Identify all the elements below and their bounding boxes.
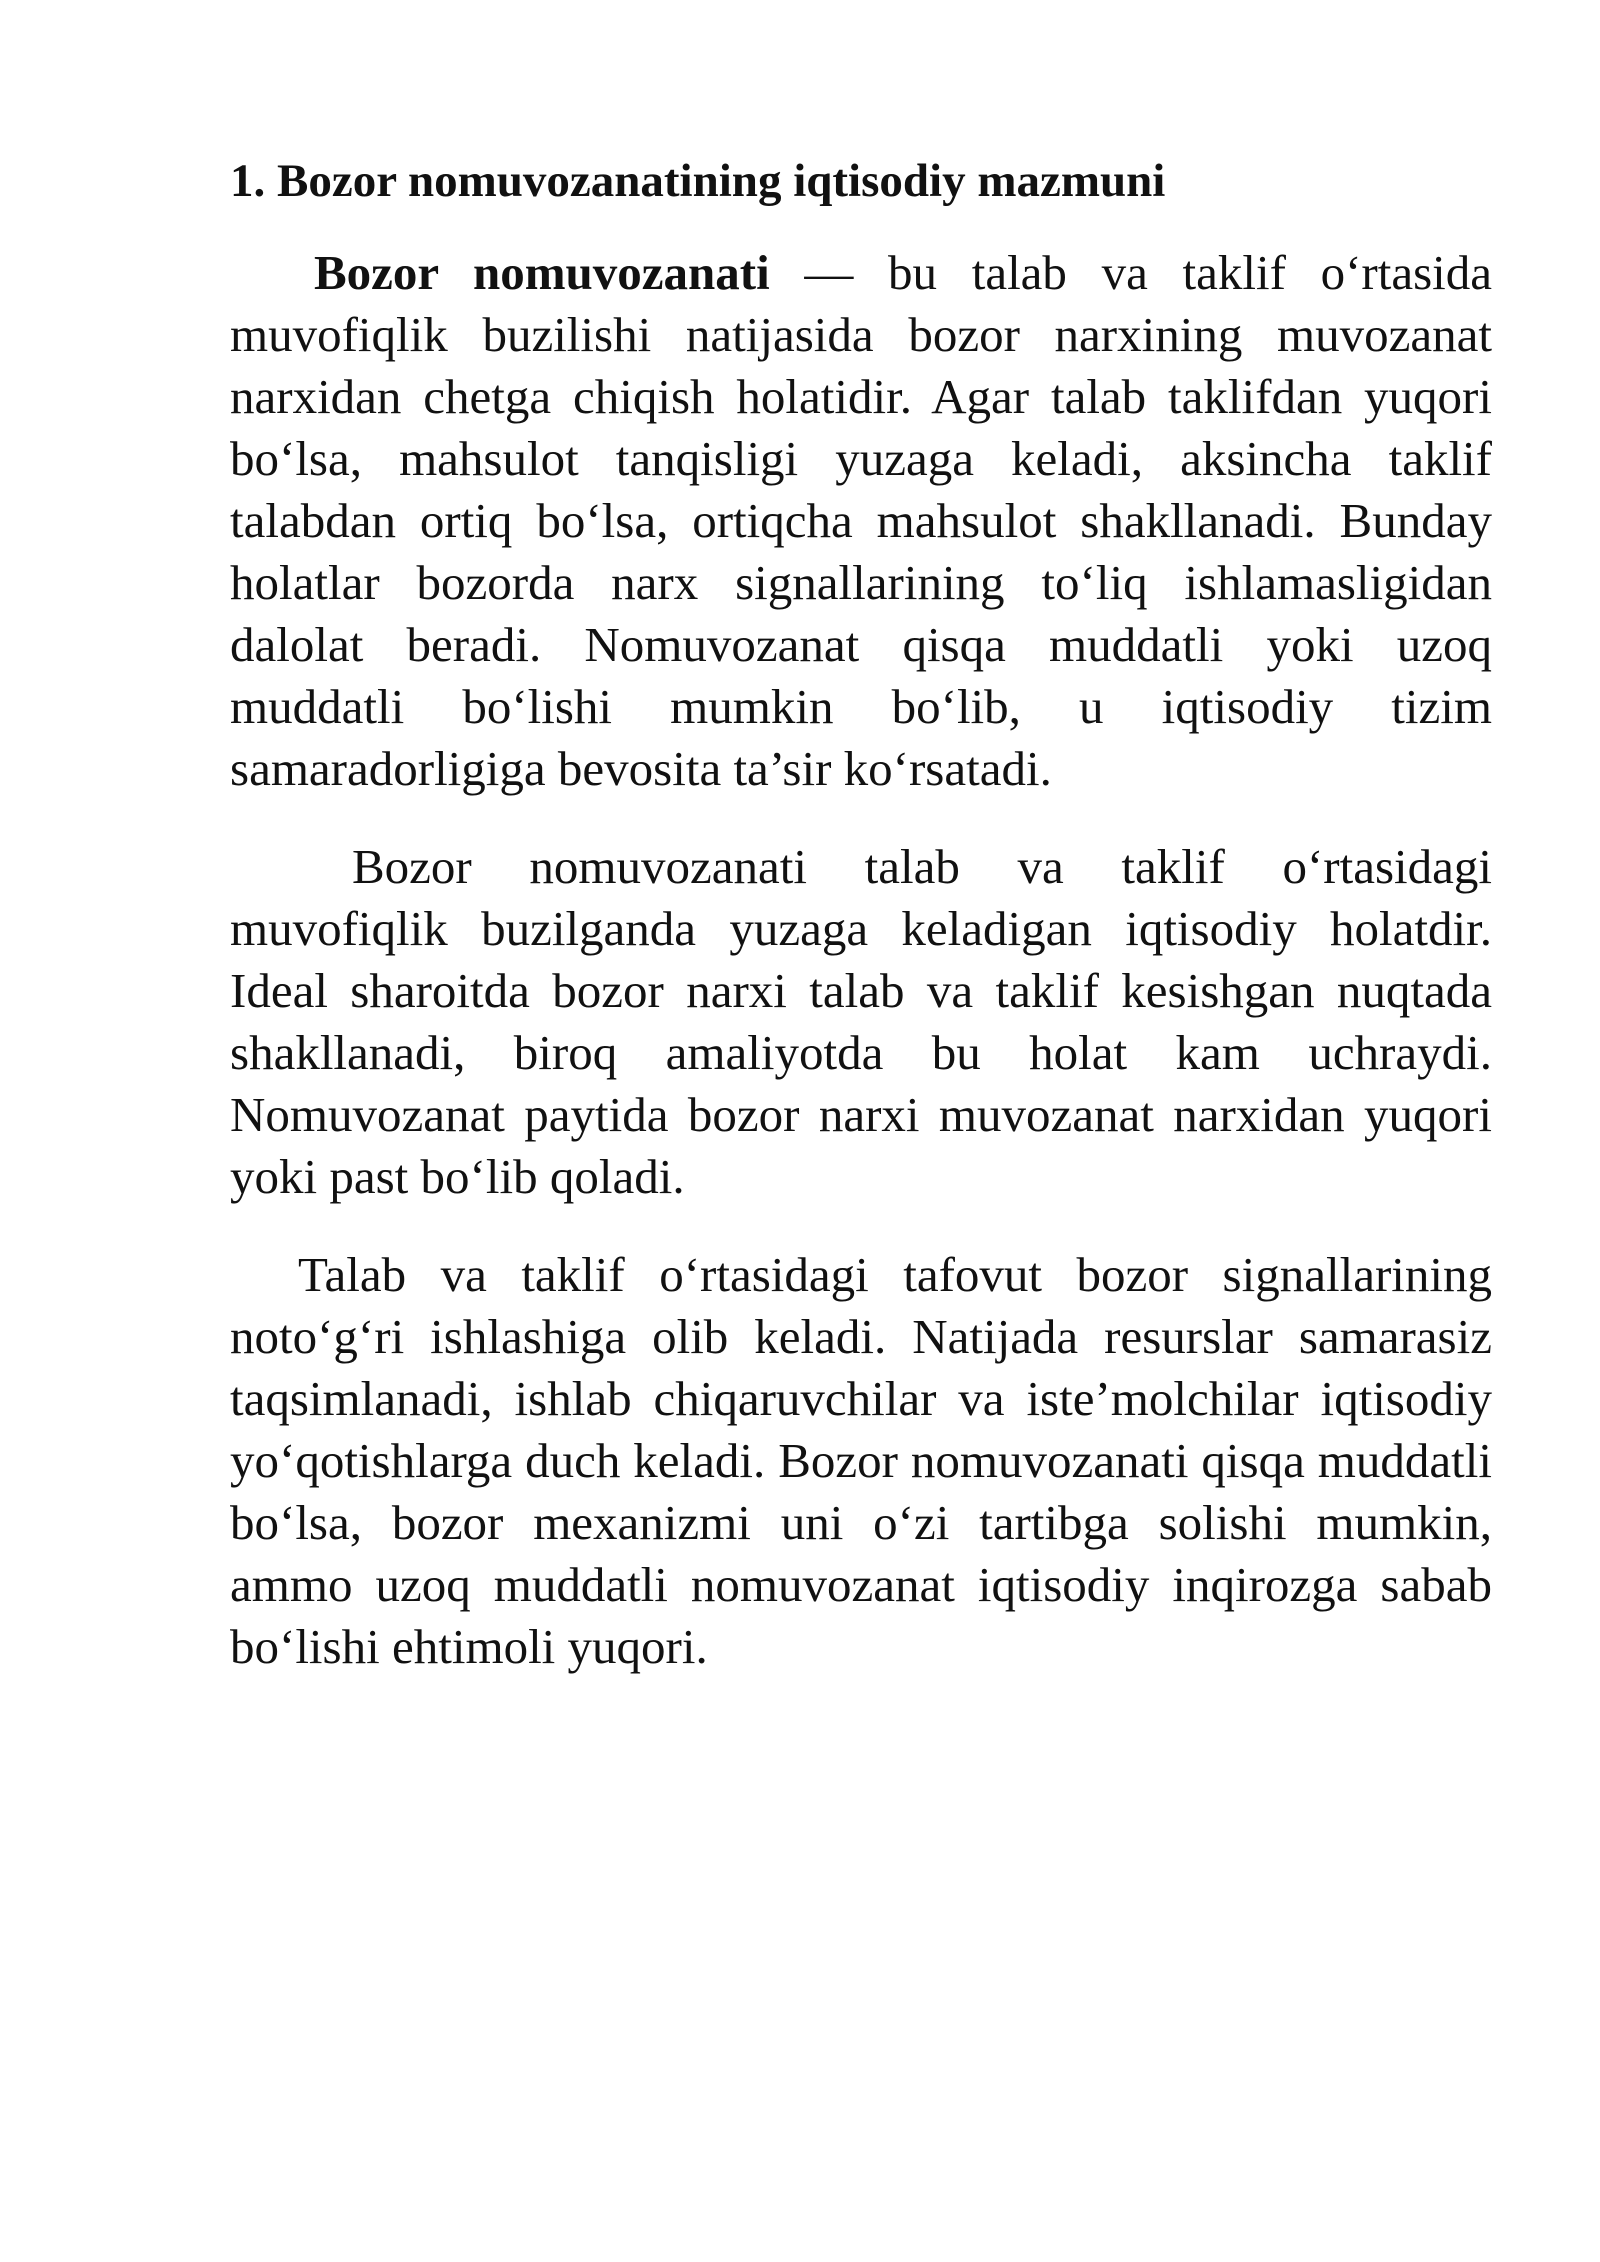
section-heading: 1. Bozor nomuvozanatining iqtisodiy mazmuni — [230, 155, 1166, 207]
paragraph-2: Bozor nomuvozanati talab va taklif o‘rtasidagi muvofiqlik buzilganda yuzaga keladigan iqtisodiy holatdir. Ideal sharoitda bozor narxi talab va taklif kesishgan nuqtada shakllanadi, biroq amaliyotda bu holat kam uchraydi. Nomuvozanat paytida bozor narxi muvozanat narxidan yuqori yoki past bo‘lib qoladi. — [230, 839, 1492, 1204]
defined-term: Bozor nomuvozanati — [314, 245, 770, 300]
paragraph-1 — [230, 242, 1492, 800]
paragraph-1-text: — bu talab va taklif o‘rtasida muvofiqlik buzilishi natijasida bozor narxining muvozanat narxidan chetga chiqish holatidir. Agar talab taklifdan yuqori bo‘lsa, mahsulot tanqisligi yuzaga keladi, aksincha taklif talabdan ortiq bo‘lsa, ortiqcha mahsulot shakllanadi. Bunday holatlar bozorda narx signallarining to‘liq ishlamasligidan dalolat beradi. Nomuvozanat qisqa muddatli yoki uzoq muddatli bo‘lishi mumkin bo‘lib, u iqtisodiy tizim samaradorligiga bevosita ta’sir ko‘rsatadi. — [230, 245, 1493, 796]
paragraph-3: Talab va taklif o‘rtasidagi tafovut bozor signallarining noto‘g‘ri ishlashiga olib keladi. Natijada resurslar samarasiz taqsimlanadi, ishlab chiqaruvchilar va iste’molchilar iqtisodiy yo‘qotishlarga duch keladi. Bozor nomuvozanati qisqa muddatli bo‘lsa, bozor mexanizmi uni o‘zi tartibga solishi mumkin, ammo uzoq muddatli nomuvozanat iqtisodiy inqirozga sabab bo‘lishi ehtimoli yuqori. — [230, 1247, 1492, 1674]
document-body — [230, 150, 1492, 1678]
